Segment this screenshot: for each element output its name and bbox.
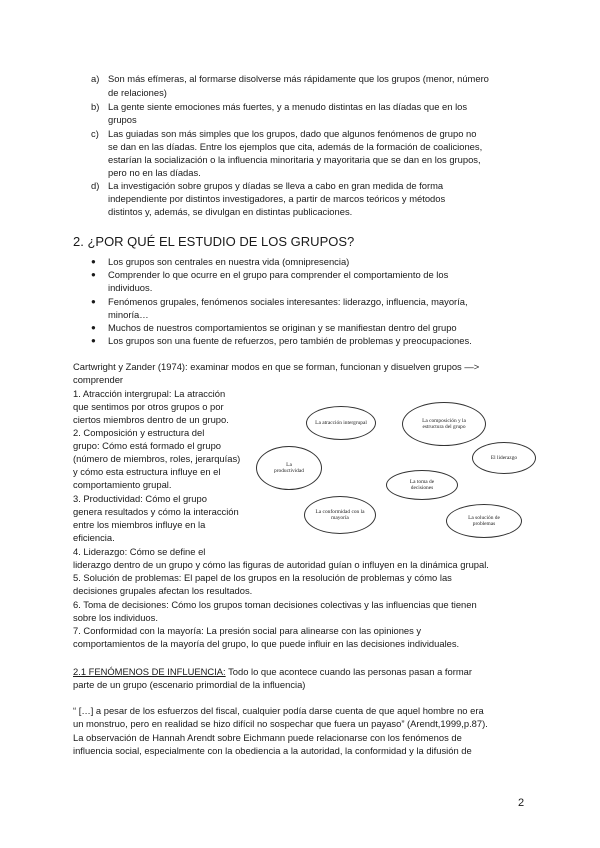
diagram-node-label: La atracción intergrupal xyxy=(315,419,367,426)
paragraph-line: decisiones grupales afectan los resultados. xyxy=(73,585,253,596)
bullet-line: Comprender lo que ocurre en el grupo para comprender el comportamiento de los xyxy=(108,269,449,280)
list-a-line: de relaciones) xyxy=(108,87,167,98)
paragraph-line: 5. Solución de problemas: El papel de los grupos en la resolución de problemas y cómo las xyxy=(73,572,452,583)
paragraph-line: liderazgo dentro de un grupo y cómo las figuras de autoridad guían o influyen en la dinámica grupal. xyxy=(73,559,489,570)
paragraph-line: 6. Toma de decisiones: Cómo los grupos toman decisiones colectivas y las influencias que tienen xyxy=(73,599,477,610)
list-c-line: pero no en las díadas. xyxy=(108,167,201,178)
subsection-intro-text: Todo lo que acontece cuando las personas pasan a formar xyxy=(225,666,472,677)
list-label-b: b) xyxy=(91,101,100,112)
bullet-line: minoría… xyxy=(108,309,149,320)
paragraph-line: 2. Composición y estructura del xyxy=(73,427,205,438)
diagram-node xyxy=(386,470,458,500)
diagram-node-label: La toma de decisiones xyxy=(409,478,435,491)
quote-line: influencia social, especialmente con la obediencia a la autoridad, la conformidad y la difusión de xyxy=(73,745,472,756)
diagram-node xyxy=(472,442,536,474)
paragraph-line: sobre los individuos. xyxy=(73,612,158,623)
list-d-line: independiente por distintos investigadores, a partir de marcos teóricos y métodos xyxy=(108,193,446,204)
bullet-icon: ● xyxy=(91,323,96,332)
paragraph-line: grupo: Cómo está formado el grupo xyxy=(73,440,221,451)
list-c-line: se dan en las díadas. Entre los ejemplos que cita, además de la formación de coaliciones, xyxy=(108,141,483,152)
paragraph-line: 3. Productividad: Cómo el grupo xyxy=(73,493,207,504)
paragraph-line: y cómo esta estructura influye en el xyxy=(73,466,221,477)
bullet-line: Los grupos son una fuente de refuerzos, pero también de problemas y preocupaciones. xyxy=(108,335,472,346)
paragraph-line: 4. Liderazgo: Cómo se define el xyxy=(73,546,206,557)
bullet-line: Fenómenos grupales, fenómenos sociales interesantes: liderazgo, influencia, mayoría, xyxy=(108,296,468,307)
intro-line: comprender xyxy=(73,374,124,385)
diagram-node-label: La composición y la estructura del grupo xyxy=(422,417,466,430)
list-label-d: d) xyxy=(91,180,100,191)
list-a-line: Son más efímeras, al formarse disolverse más rápidamente que los grupos (menor, número xyxy=(108,73,489,84)
bullet-line: individuos. xyxy=(108,282,153,293)
diagram-node-label: El liderazgo xyxy=(490,454,518,461)
diagram-node xyxy=(402,402,486,446)
list-c-line: estarían la socialización o la influencia minoritaria y mayoritaria que se dan en los grupos, xyxy=(108,154,481,165)
bullet-icon: ● xyxy=(91,270,96,279)
diagram-node-label: La solución de problemas xyxy=(468,514,500,527)
paragraph-line: (número de miembros, roles, jerarquías) xyxy=(73,453,241,464)
paragraph-line: eficiencia. xyxy=(73,532,115,543)
list-label-c: c) xyxy=(91,128,99,139)
quote-line: La observación de Hannah Arendt sobre Eichmann puede relacionarse con los fenómenos de xyxy=(73,732,462,743)
diagram-node xyxy=(304,496,376,534)
section-heading: 2. ¿POR QUÉ EL ESTUDIO DE LOS GRUPOS? xyxy=(73,234,355,249)
diagram-node-label: La conformidad con la mayoría xyxy=(315,508,365,521)
list-b-line: La gente siente emociones más fuertes, y a menudo distintas en las díadas que en los xyxy=(108,101,468,112)
list-d-line: La investigación sobre grupos y díadas se lleva a cabo en gran medida de forma xyxy=(108,180,444,191)
bullet-line: Los grupos son centrales en nuestra vida (omnipresencia) xyxy=(108,256,350,267)
list-b-line: grupos xyxy=(108,114,137,125)
paragraph-line: comportamiento grupal. xyxy=(73,479,172,490)
diagram-node xyxy=(306,406,376,440)
list-label-a: a) xyxy=(91,73,100,84)
list-c-line: Las guiadas son más simples que los grupos, dado que algunos fenómenos de grupo no xyxy=(108,128,477,139)
paragraph-line: que sentimos por otros grupos o por xyxy=(73,401,224,412)
paragraph-line: ciertos miembros dentro de un grupo. xyxy=(73,414,229,425)
paragraph-line: 1. Atracción intergrupal: La atracción xyxy=(73,388,226,399)
subsection-title: 2.1 FENÓMENOS DE INFLUENCIA: xyxy=(73,666,226,677)
intro-line: Cartwright y Zander (1974): examinar modos en que se forman, funcionan y disuelven grupos —> xyxy=(73,361,480,372)
quote-line: un monstruo, pero en realidad se hizo difícil no sospechar que fuera un payaso” (Arendt,1999,p.87). xyxy=(73,718,488,729)
bullet-icon: ● xyxy=(91,257,96,266)
diagram-node xyxy=(446,504,522,538)
quote-line: “ […] a pesar de los esfuerzos del fiscal, cualquier podía darse cuenta de que aquel hombre no era xyxy=(73,705,484,716)
bullet-icon: ● xyxy=(91,297,96,306)
bullet-icon: ● xyxy=(91,336,96,345)
subsection-intro xyxy=(73,665,472,678)
paragraph-line: entre los miembros influye en la xyxy=(73,519,206,530)
diagram-node xyxy=(256,446,322,490)
diagram-node-label: La productividad xyxy=(274,461,304,474)
paragraph-line: genera resultados y cómo la interacción xyxy=(73,506,239,517)
paragraph-line: comportamientos de la mayoría del grupo, lo que puede influir en las decisiones individuales. xyxy=(73,638,460,649)
bullet-line: Muchos de nuestros comportamientos se originan y se manifiestan dentro del grupo xyxy=(108,322,457,333)
subsection-intro-line: parte de un grupo (escenario primordial de la influencia) xyxy=(73,679,306,690)
paragraph-line: 7. Conformidad con la mayoría: La presión social para alinearse con las opiniones y xyxy=(73,625,422,636)
page-number: 2 xyxy=(518,797,525,809)
list-d-line: distintos y, además, se divulgan en distintas publicaciones. xyxy=(108,206,353,217)
